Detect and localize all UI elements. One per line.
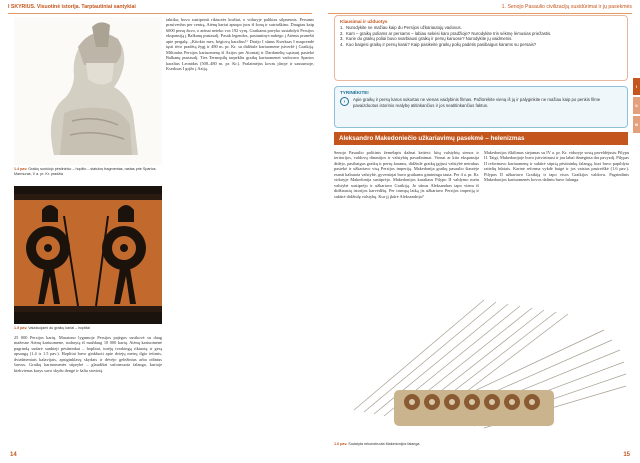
question-text: Kam – graikų poliams ar persams – labiau sekėsi karo pradžioje? Nurodykite tris sėkmę lėmusias priežastis. <box>346 30 552 36</box>
header-rule <box>328 13 632 14</box>
left-page-column-1-text: 25 000 Persijos karių. Maratono lygumoje Persijos pajėgos susikovė su daug mažesne Atėnų kariuomene, sudarytą iš maždaug 10 000 karių. Atėnų kariuomenė pagrindą sudarė sunkieji pėstininkai – hoplitai, turėję tvarkingą rikiuotę ir gerą apsaugą (1.4 ir 1.5 pav.). Hoplitai buvo ginkluoti apie dviejų metrų ilgio ietimis, dviašmeniais kalavijais, apsiginklavę skydais ir dėvėjo geležinius arba odinius šarvus. Graikų kariuomenės stiprybė – glaudžiai suformuota falanga, kurioje kiekvienas karys savo skydu dengė ir šalia stovintį. <box>14 335 162 373</box>
header-rule <box>8 13 312 14</box>
right-page-number: 15 <box>623 452 630 458</box>
right-page <box>320 0 640 463</box>
right-page-column-2-text: Makedonijos iškilimas siejamas su IV a. pr. Kr. viduryje sostą paveldėjusiu Pilypu II. Taigi, Makedonijoje buvo įsitvirtinusi ir jau labai išmėginta dar pavyzdį. Pilypas II reformavo kariuomenę ir sukūrė stiprią pėstininkų falangą, kuri buvo papildyta raitelių būriais. Karinė reforma vykdė baigė ir jos vaisius pasireiškė (1.6 pav.). Pilypas II užkariavo Graikiją ir tapo visos Graikijos valdovu. Pagrindinis Makedonijos kariuomenės kovos daliniu buvo falanga. <box>484 150 629 183</box>
question-text: Kuo baigėsi graikų ir persų karai? Kaip pasikeitė graikų polių padėtis pasibaigus karams su persais? <box>346 41 537 47</box>
question-text: Kurie du graikų poliai buvo svarbiausi graikų ir persų karuose? Nurodykite jų vaidmenis. <box>346 36 513 41</box>
hoplite-statue-image <box>14 17 162 165</box>
question-text: Nurodykite ne mažiau kaip du Persijos užkariautojų vadovus. <box>346 25 462 30</box>
side-tab-2[interactable]: II <box>633 97 640 114</box>
left-page-header <box>8 4 136 10</box>
arrow-right-icon: › <box>340 97 349 106</box>
research-row <box>340 97 622 108</box>
question-item <box>340 42 622 48</box>
figure-1-5-caption <box>14 326 162 331</box>
figure-1-4-label: 1.4 pav. <box>14 167 28 171</box>
research-text: Apie graikų ir persų karus sukurtas ne vienas vaidybinis filmas. Pažiūrėkite vieną iš jų ir palyginkite ne mažiau kaip po penkis filme pavaizduotus istorinio realybę atitinkančius ir jos neatitinkančius faktus. <box>353 97 601 108</box>
figure-1-6-text: Sudaryta rekonstruota Makedonijos falanga <box>348 442 420 446</box>
chapter-label: I SKYRIUS. <box>8 4 36 10</box>
figure-1-6-label: 1.6 pav. <box>334 442 348 446</box>
research-title: TYRINĖKITE! <box>340 90 369 95</box>
question-number: 4. <box>340 41 344 47</box>
hoplite-vase-image <box>14 186 162 324</box>
figure-1-5-label: 1.5 pav. <box>14 326 28 330</box>
side-tab-3[interactable]: III <box>633 116 640 133</box>
figure-1-5-text: Vaizduojami du graikų kariai – hoplitai <box>28 326 90 330</box>
question-number: 1. <box>340 25 344 30</box>
figure-1-6-caption <box>334 442 628 447</box>
question-number: 3. <box>340 36 344 41</box>
questions-box <box>334 15 628 81</box>
side-tab-1[interactable]: I <box>633 78 640 95</box>
chapter-title: Visuotinė istorija. Tarptautiniai santykiai <box>36 4 136 10</box>
right-page-header: 1. Senojo Pasaulio civilizacijų susidūrimai ir jų pasekmės <box>501 4 632 10</box>
phalanx-image <box>334 290 628 440</box>
question-number: 2. <box>340 30 344 36</box>
figure-1-4-caption <box>14 167 162 176</box>
figure-1-4-text: Graikų sunkiojo pėstininko – hoplito – statulos fragmentas, rastas prie Spartos. Marmuras, V a. pr. Kr. pradžia <box>14 167 157 176</box>
research-box <box>334 86 628 128</box>
section-title: Aleksandro Makedoniečio užkariavimų pasekmė – helenizmas <box>334 132 628 145</box>
left-page-number: 14 <box>10 452 17 458</box>
questions-title: Klausimai ir užduotys <box>340 19 388 24</box>
right-page-column-1-text: Senojo Pasaulio politinis žemėlapis dažnai keitėsi: kitų valstybių sienos ir teritorijos, valdovų dinastijos ir valstybių pavadinimai. Vienai ar kito ekspansija didėjo, pasibaigus graikų ir persų karams, didžiulė graikų įgijusi valstybė netrukus pasiekė ir užkariavo visą Persijos imperiją. Makedonija graikų pasaulio šiaurėje esanti kalnuota valstybė, gyventojai buvo graikams gimininga tauta. Per 4 a. pr. Kr. viduryje Makedonija sustiprėjo. Makedonijos karaliaus Pilypo II valdymo metu valstybė sustiprėjo ir užkariavo Graikiją. Jo sūnus Aleksandras tapo vienu iš didžiausių istorijos karvedžių. Per trumpą laiką jis užkariavo Persijos imperiją ir sukūrė didžiulę valstybę. Kur jį įkūrė Aleksandrija? <box>334 150 479 199</box>
left-page-column-2-text: taktika; buvo sustiprinti rikiuotės kraštai, o viduryje paliktas silpnesnis. Persams prasiveržus per centrą, Atėnų kariai apsupo juos iš šonų ir sutriuškino. Daugiau kaip 6000 persų žuvo, o atėnai neteko vos 192 vyrų. Graikams pavyko sustabdyti Persijos ekspansiją į Balkanų pusiasalį. Pasak legendos, pasiuntinys nubėgo į Atėnus pranešti apie pergalę: „Kitokio mes, bėgiovą karalius!“ Darijo I sūnus Kserksas I nusprendė tęsti tėvo pradėtą žygį ir 480 m. pr. Kr. su didžiule kariuomene įsiveržė į Graikiją. Miltiadas Persijos kariuomenę iš Azijos per Atoniaij ir Dardanelių sąsiaurį pasiekė Balkanų pusiasalį. Ties Termopilų tarpekliu graikų kariuomenei vadovavo Spartos karalius Leonidas (508–480 m. pr. Kr.). Pralaimėjus kovas jūroje ir sausumoje, Kserksas I grįžo į Aziją. <box>166 17 314 72</box>
